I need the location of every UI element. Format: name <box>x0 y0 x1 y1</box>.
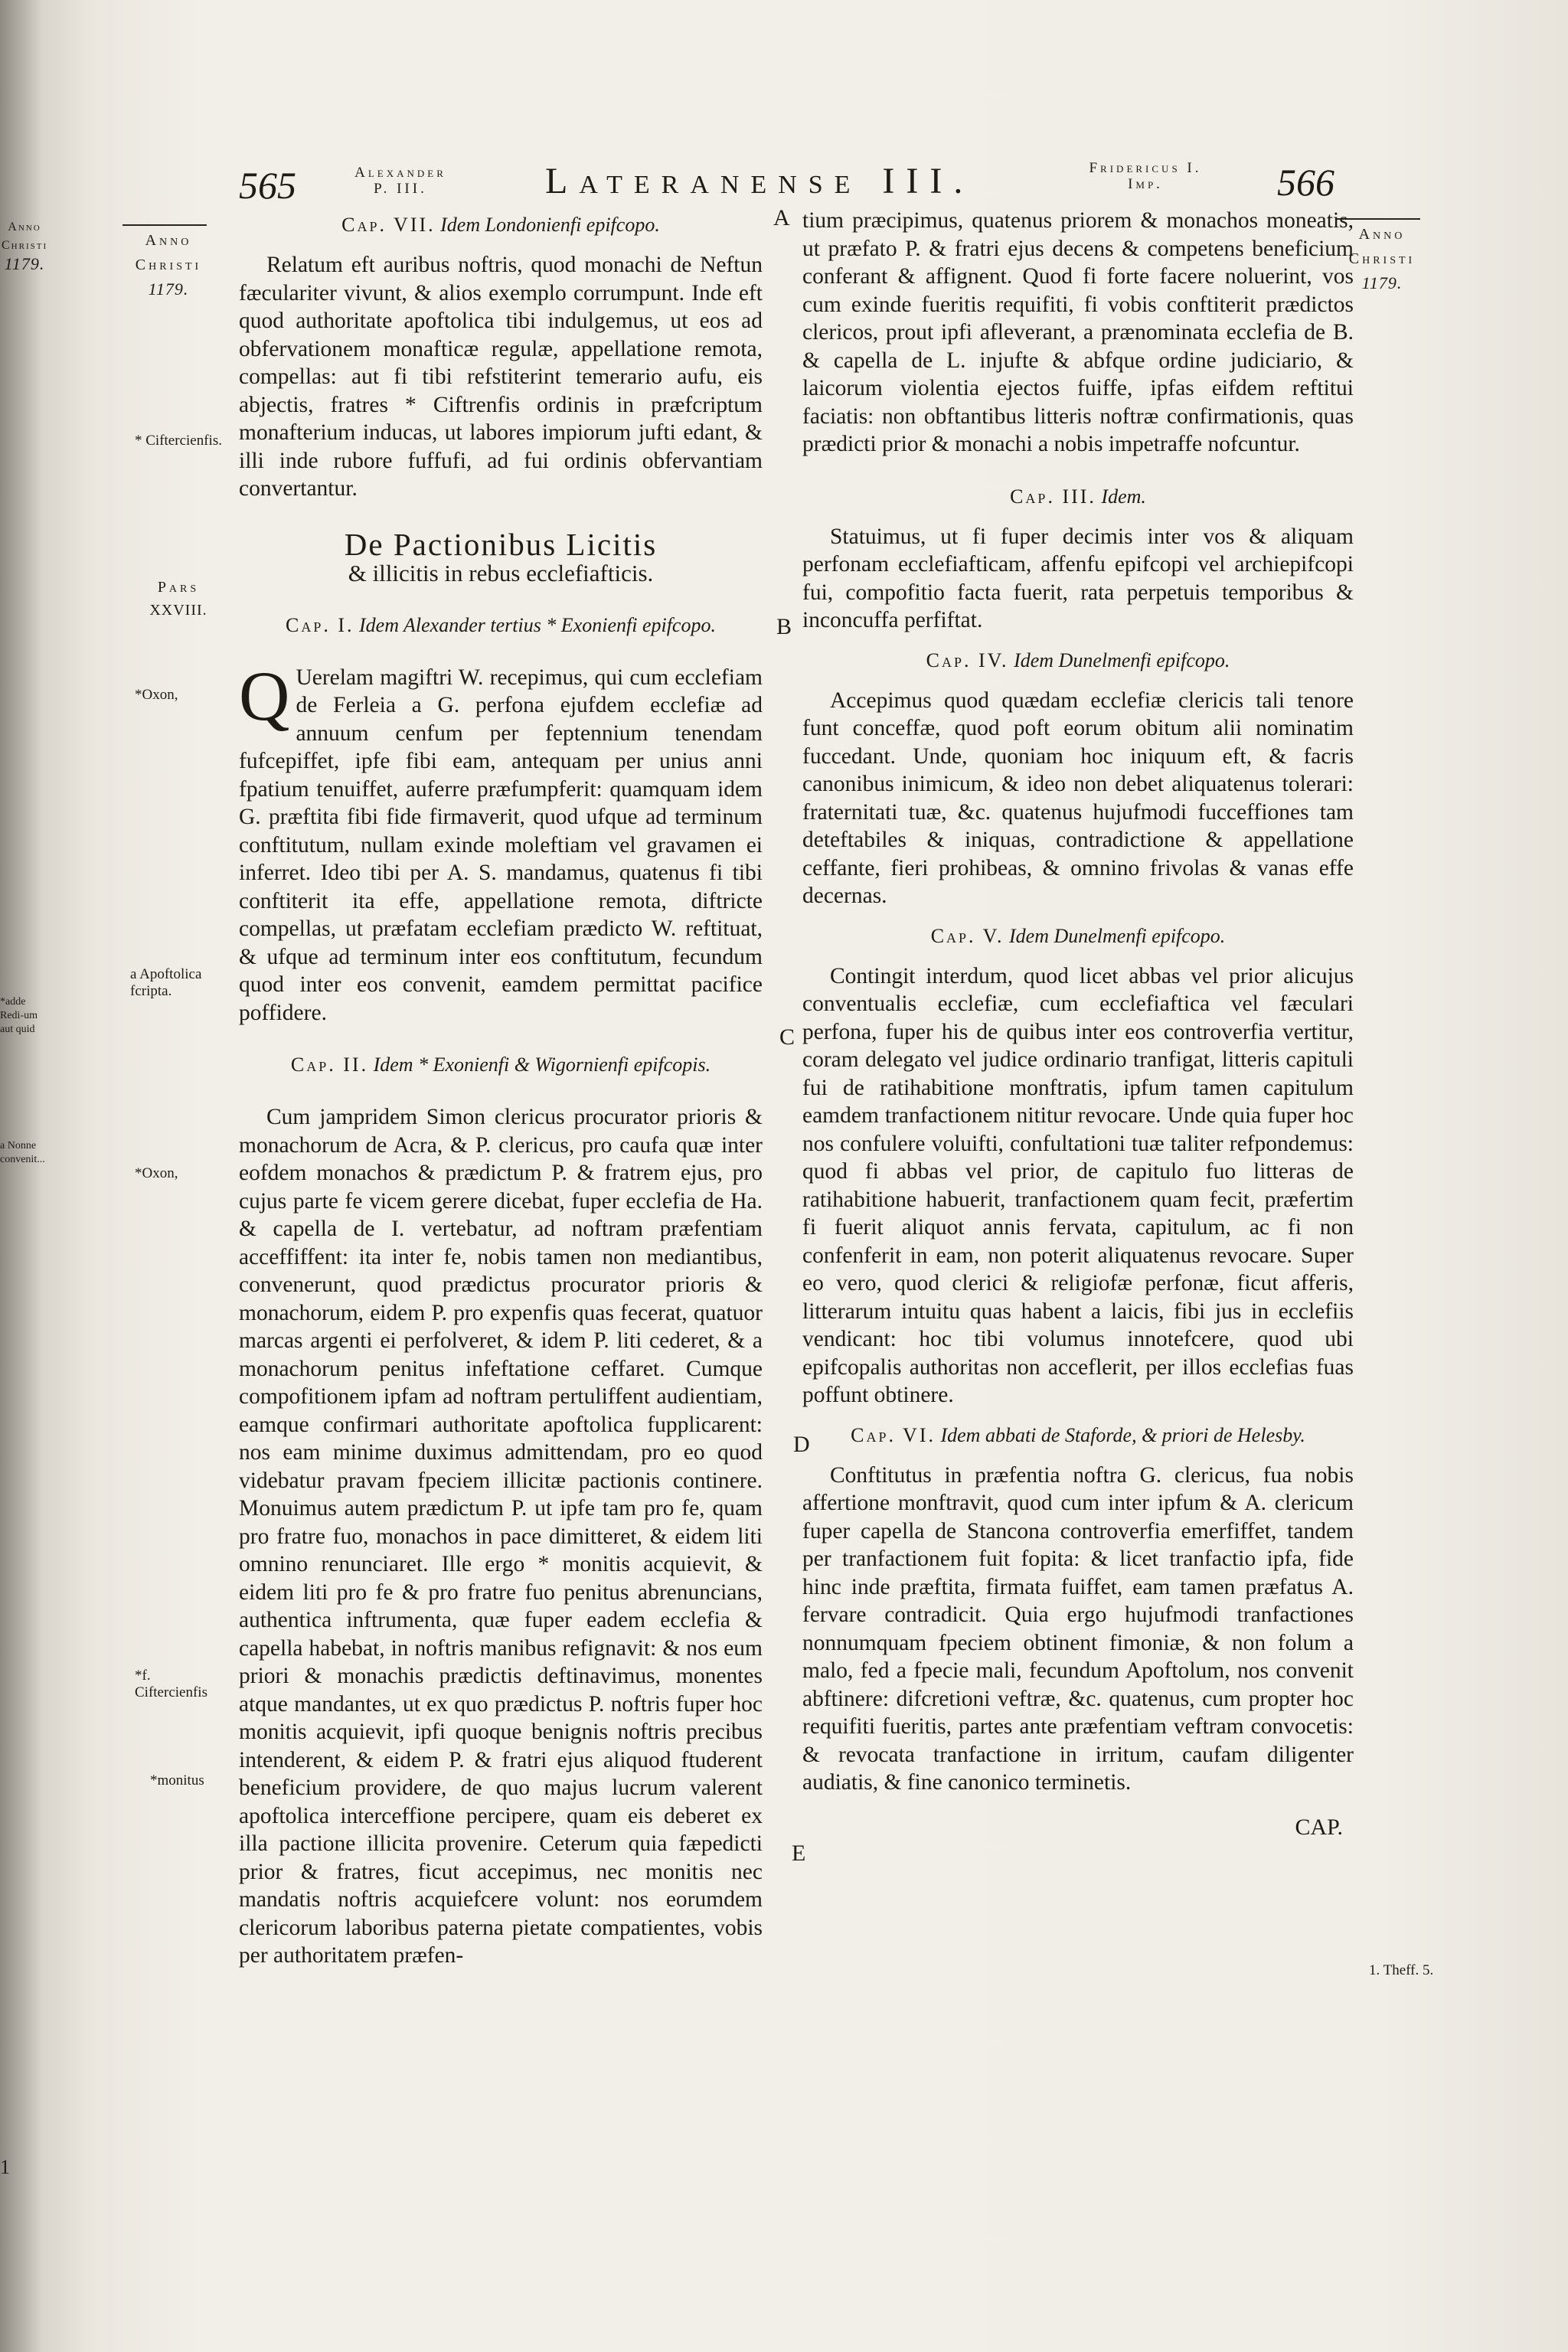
left-page-number: 565 <box>239 164 296 207</box>
section-title: De Pactionibus Licitis <box>344 526 658 562</box>
right-subject-name: Fridericus I. <box>1089 160 1202 176</box>
cap5-number: Cap. V. <box>930 924 1004 947</box>
book-binding-edge <box>0 0 40 2352</box>
margin-note-oxon-1: *Oxon, <box>135 687 178 703</box>
running-head <box>0 157 1568 211</box>
right-running-subject <box>1069 160 1222 192</box>
left-text-column <box>239 213 763 1970</box>
year-christi-left: Christi <box>135 256 202 273</box>
cap7-address: Idem Londonienfi epifcopo. <box>440 214 660 236</box>
cap7-number: Cap. VII. <box>341 214 436 236</box>
edge-year-note <box>2 218 47 273</box>
cap4-number: Cap. IV. <box>926 648 1009 671</box>
edge-margin-note-1: *adde Redi-um aut quid <box>0 996 38 1035</box>
line-letter-a: A <box>773 205 790 230</box>
margin-note-thess: 1. Theff. 5. <box>1369 1962 1434 1978</box>
left-running-subject <box>328 165 473 197</box>
cap2-address: Idem * Exonienfi & Wigornienfi epifcopis. <box>373 1054 711 1076</box>
edge-year-number: 1179. <box>4 254 45 273</box>
section-marker-number: XXVIII. <box>149 602 207 619</box>
right-page-number: 566 <box>1277 161 1334 204</box>
margin-note-cisterciensis: * Ciftercienfis. <box>135 433 222 449</box>
year-number-left: 1179. <box>148 279 189 299</box>
cap4-address: Idem Dunelmenfi epifcopo. <box>1014 648 1230 671</box>
edge-mark: 1 <box>0 2156 10 2178</box>
right-subject-title: Imp. <box>1128 176 1163 192</box>
year-anno-right: Anno <box>1358 226 1406 243</box>
line-letter-e: E <box>792 1841 806 1866</box>
cap2-number: Cap. II. <box>290 1054 369 1076</box>
margin-note-oxon-2: *Oxon, <box>135 1165 178 1181</box>
cap2-text: Cum jampridem Simon clericus procurator prioris & monachorum de Acra, & P. clericus, pro caufa quæ inter eofdem monachos & prædictum P. & fratrem ejus, pro cujus parte fe vicem gerere dicebat, fuper ecclefia de Ha. & capella de I. vertebatur, ad noftram præfentiam acceffiffent: ita inter fe, nobis tamen non mediantibus, convenerunt, quod prædictus procurator prioris & monachorum, eidem P. pro expenfis quas fecerat, quatuor marcas argenti ei perfolveret, & idem P. liti cederet, & a monachorum penitus infeftatione ceffaret. Cumque compofitionem ipfam ad noftram pertuliffent audientiam, eamque confirmari authoritate apoftolica fupplicarent: nos eam minime duximus admittendam, pro eo quod videbatur pravam fpeciem illicitæ pactionis continere. Monuimus autem prædictum P. ut ipfe tam pro fe, quam pro fratre fuo, monachos in pace dimitteret, & eidem liti omnino renunciaret. Ille ergo * monitis acquievit, & eidem liti pro fe & pro fratre fuo penitus abrenuncians, authentica inftrumenta, quæ fuper eadem ecclefia & capella habebat, in noftris manibus refignavit: & nos eum priori & monachis prædictis deftinavimus, monentes atque mandantes, ut ex quo prædictus P. noftris fuper hoc monitis acquievit, ipfi quoque benignis noftris precibus intenderent, & eidem P. & fratri ejus aliquod ftuderent beneficium providere, de quo majus lucrum valerent apoftolica interceffione percipere, quam eis deberet ex illa pactione illicita provenire. Ceterum quia fæpedicti prior & fratres, ficut accepimus, nec monitis nec mandatis noftris acquiefcere volunt: nos eorumdem clericorum laboribus paterna pietate compatientes, vobis per authoritatem præfen- <box>239 1105 763 1968</box>
section-marker <box>129 576 228 622</box>
cap1-number: Cap. I. <box>286 613 354 636</box>
edge-year-christi: Christi <box>2 239 48 252</box>
section-subtitle: & illicitis in rebus ecclefiafticis. <box>348 559 654 586</box>
cap3-heading <box>802 485 1354 509</box>
left-subject-title: P. III. <box>374 181 427 197</box>
cap1-text: Uerelam magiftri W. recepimus, qui cum ecclefiam de Ferleia a G. perfona ejufdem ecclefiæ ad annuum cenfum per feptennium tenendam fufcepiffet, ipfe fibi eam, antequam per unius anni fpatium tenuiffet, auferre præfumpferit: quamquam idem G. præftita fibi fide firmaverit, quod ufque ad terminum conftitutum, nullam exinde moleftiam vel gravamen ei inferret. Ideo tibi per A. S. mandamus, quatenus fi tibi conftiterit ita effe, appellatione remota, diftricte compellas, ut præfatam ecclefiam prædicto W. reftituat, & ufque ad terminum inter eos conftitutum, fecundum quod inter eos convenit, eamdem permittat pacifice poffidere. <box>239 665 763 1025</box>
cap2-heading <box>239 1053 763 1077</box>
cap1-address: Idem Alexander tertius * Exonienfi epifcopo. <box>359 613 716 636</box>
cap4-heading <box>802 648 1354 673</box>
section-marker-label: Pars <box>157 579 200 596</box>
cap3-address: Idem. <box>1101 485 1146 508</box>
cap7-text: Relatum eft auribus noftris, quod monachi de Neftun fæculariter vivunt, & alios exemplo corrumpunt. Inde eft quod authoritate apoftolica tibi indulgemus, ut eos ad obfervationem monafticæ regulæ, appellatione remota, compellas: aut fi tibi refstiterint temerario aufu, eis abjectis, fratres * Ciftrenfis ordinis in præfcriptum monafterium inducas, ut labores impiorum jufti edant, & illi inde rubore fuffufi, ad fui ordinis obfervantiam convertantur. <box>239 253 763 501</box>
cap4-text: Accepimus quod quædam ecclefiæ clericis tali tenore funt conceffæ, quod poft eorum obitum alii nominatim fuccedant. Unde, quoniam hoc iniquum eft, & facris canonibus inimicum, & ideo non debet aliquatenus tolerari: fraternitati tuæ, &c. quatenus hujufmodi fucceffiones tam deteftabiles & iniquas, contradictione & appellatione ceffante, fieri prohibeas, & omnino frivolas & vanas effe decernas. <box>802 688 1354 908</box>
cap3-text: Statuimus, ut fi fuper decimis inter vos & aliquam perfonam ecclefiafticam, affenfu epifcopi vel archiepifcopi fui, compofitio facta fuerit, rata perpetuis temporibus & inconcuffa perfiftat. <box>802 524 1354 632</box>
catchword: CAP. <box>1295 1814 1343 1840</box>
continued-text: tium præcipimus, quatenus priorem & monachos moneatis, ut præfato P. & fratri ejus decens & competens beneficium conferant & affignent. Quod fi forte facere noluerint, vos cum exinde fueritis requifiti, fi vobis conftiterit prædictos clericos, prout ipfi afleverant, a prænominata ecclefia de B. & capella de L. injufte & abfque ordine judiciario, & laicorum violentia ejectos fuiffe, ipfas eifdem reftitui faciatis: non obftantibus litteris noftræ confirmationis, quas prædicti prior & monachi a nobis impetraffe nofcuntur. <box>802 208 1354 456</box>
year-number-right: 1179. <box>1361 273 1403 292</box>
year-anno-left: Anno <box>145 232 192 249</box>
cap1-initial: Q <box>239 656 290 735</box>
margin-note-f-cist: *f. Ciftercienfis <box>135 1668 207 1700</box>
cap1-heading <box>239 613 763 638</box>
year-christi-right: Christi <box>1348 250 1416 267</box>
right-text-column <box>802 207 1354 1841</box>
margin-note-apostolica: a Apoftolica fcripta. <box>130 966 202 999</box>
edge-year-anno: Anno <box>8 220 41 234</box>
line-letter-c: C <box>779 1024 795 1050</box>
running-title: Lateranense III. <box>545 161 975 201</box>
year-note-left <box>115 228 222 302</box>
cap5-address: Idem Dunelmenfi epifcopo. <box>1009 924 1226 947</box>
cap6-number: Cap. VI. <box>851 1423 936 1446</box>
cap6-heading <box>802 1423 1354 1448</box>
cap6-address: Idem abbati de Staforde, & priori de Helesby. <box>940 1423 1305 1446</box>
left-subject-name: Alexander <box>354 165 446 181</box>
cap5-heading <box>802 924 1354 949</box>
cap6-text: Conftitutus in præfentia noftra G. clericus, fua nobis affertione monftravit, quod cum inter ipfum & A. clericum fuper capella de Stancona controverfia emerfiffet, tandem per tranfactionem fuit fopita: & licet tranfactio ipfa, fide hinc inde præftita, firmata fuiffet, eam tamen præfatus A. fervare contradicit. Quia ergo hujufmodi tranfactiones nonnumquam fpeciem obtinent fimoniæ, & non folum a malo, fed a fpecie mali, fecundum Apoftolum, nos convenit abftinere: difcretioni veftræ, &c. quatenus, cum propter hoc requifiti fueritis, partes ante præfentiam veftram convocetis: & revocata tranfactione in irritum, caufam diligenter audiatis, & fine canonico terminetis. <box>802 1462 1354 1795</box>
cap1-paragraph <box>239 656 763 1027</box>
edge-margin-note-2: a Nonne convenit... <box>0 1140 45 1165</box>
year-rule-left <box>122 224 207 226</box>
cap5-text: Contingit interdum, quod licet abbas vel prior alicujus conventualis ecclefiæ, cum ecclefiaftica vel fæculari perfona, fuper his de quibus inter eos controverfia vertitur, coram delegato vel judice ordinario tranfigat, litteris capituli fui de ratihabitione monftratis, ipfum tamen capitulum eamdem tranfactionem nititur revocare. Unde quia fuper hoc nos confulere voluifti, confultationi tuæ taliter refpondemus: quod fi abbas vel prior, de capitulo fuo litteras de ratihabitione habuerit, tranfactionem quam fecit, præfertim fi fuerit aliquot annis fervata, capitulum, ac fi non confenferit in eam, non poterit aliquatenus revocare. Super eo vero, quod clerici & religiofæ perfonæ, ficut afferis, litterarum intuitu quas habent a laicis, fibi jus in ecclefiis vendicant: hoc tibi volumus innotefcere, quod ubi epifcopalis authoritas non acceflerit, per illos ecclefias fuas poffunt obtinere. <box>802 963 1354 1407</box>
cap7-heading <box>239 213 763 237</box>
line-letter-d: D <box>793 1432 810 1457</box>
cap3-number: Cap. III. <box>1010 485 1096 508</box>
line-letter-b: B <box>776 614 792 639</box>
margin-note-monitus: *monitus <box>150 1772 204 1788</box>
